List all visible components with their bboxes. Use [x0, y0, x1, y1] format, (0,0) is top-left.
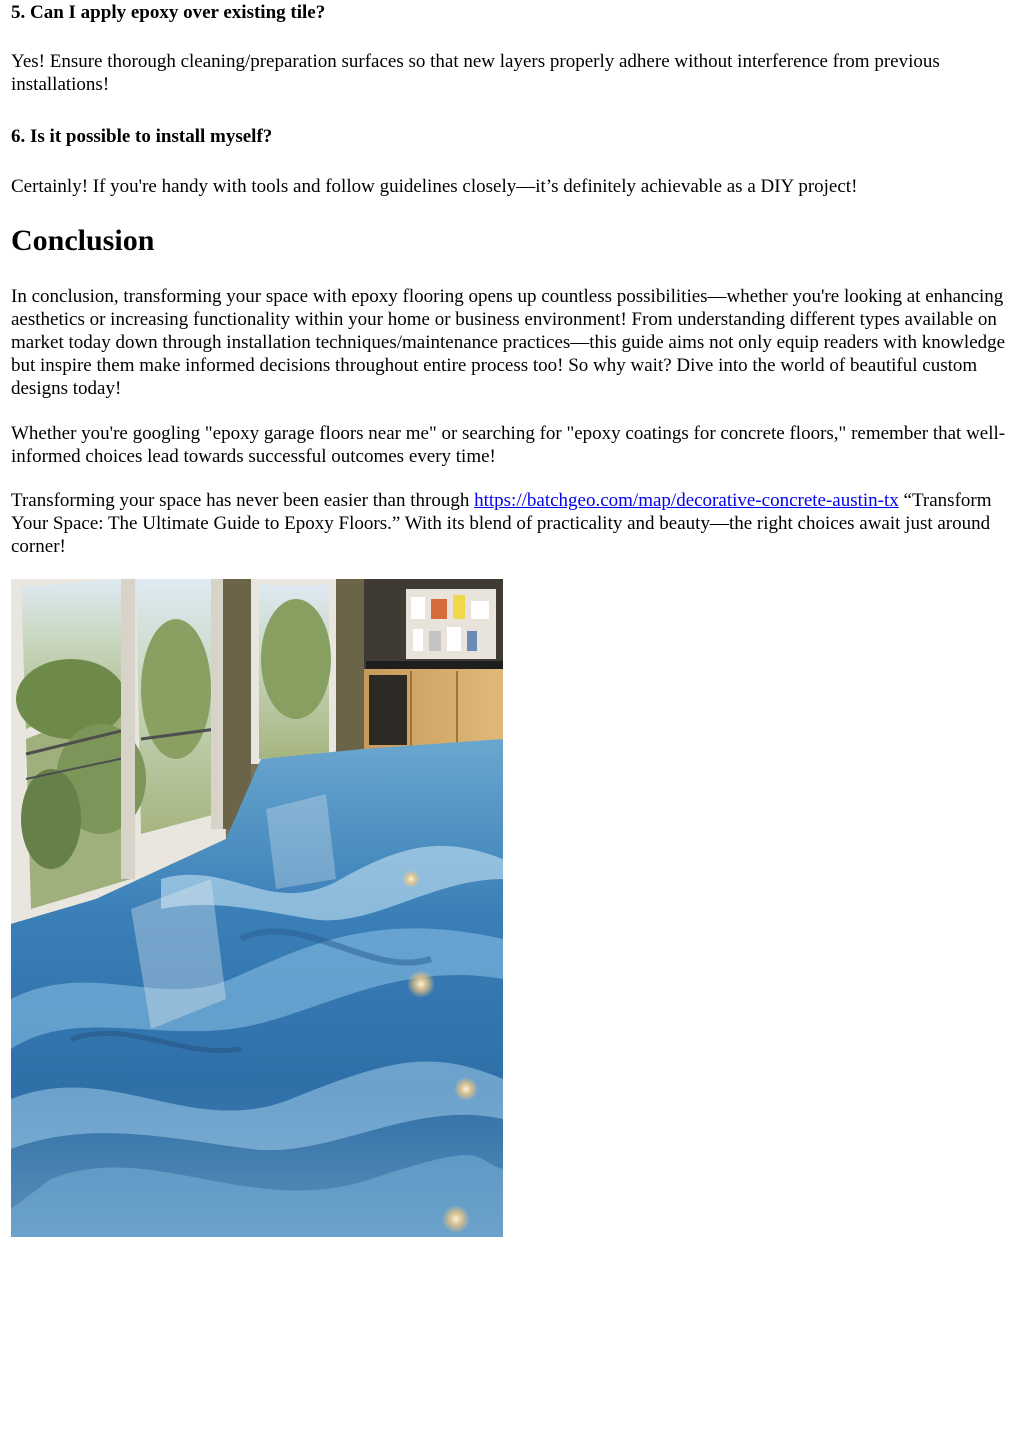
- conclusion-heading: Conclusion: [11, 224, 155, 257]
- batchgeo-link[interactable]: https://batchgeo.com/map/decorative-concrete-austin-tx: [474, 490, 899, 511]
- conclusion-paragraph-3: [11, 489, 1011, 558]
- conclusion-paragraph-1: In conclusion, transforming your space with epoxy flooring opens up countless possibilities—whether you're looking at enhancing aesthetics or increasing functionality within your home or business environment! From understanding different types available on market today down through installation techniques/maintenance practices—this guide aims not only equip readers with knowledge but inspire them make informed decisions throughout entire process too! So why wait? Dive into the world of beautiful custom designs today!: [11, 286, 1006, 399]
- faq-answer-5: Yes! Ensure thorough cleaning/preparation surfaces so that new layers properly adhere without interference from previous installations!: [11, 51, 940, 95]
- paragraph-3-tail: “Transform Your Space: The Ultimate Guide to Epoxy Floors.” With its blend of practicality and beauty—the right choices await just around corner!: [11, 490, 992, 557]
- epoxy-floor-photo: [11, 579, 503, 1237]
- faq-question-5: 5. Can I apply epoxy over existing tile?: [11, 2, 326, 23]
- conclusion-paragraph-2: Whether you're googling "epoxy garage floors near me" or searching for "epoxy coatings for concrete floors," remember that well-informed choices lead towards successful outcomes every time!: [11, 423, 1006, 467]
- faq-answer-6: Certainly! If you're handy with tools and follow guidelines closely—it’s definitely achievable as a DIY project!: [11, 176, 858, 197]
- faq-question-6: 6. Is it possible to install myself?: [11, 126, 273, 147]
- paragraph-3-lead: Transforming your space has never been easier than through: [11, 490, 475, 511]
